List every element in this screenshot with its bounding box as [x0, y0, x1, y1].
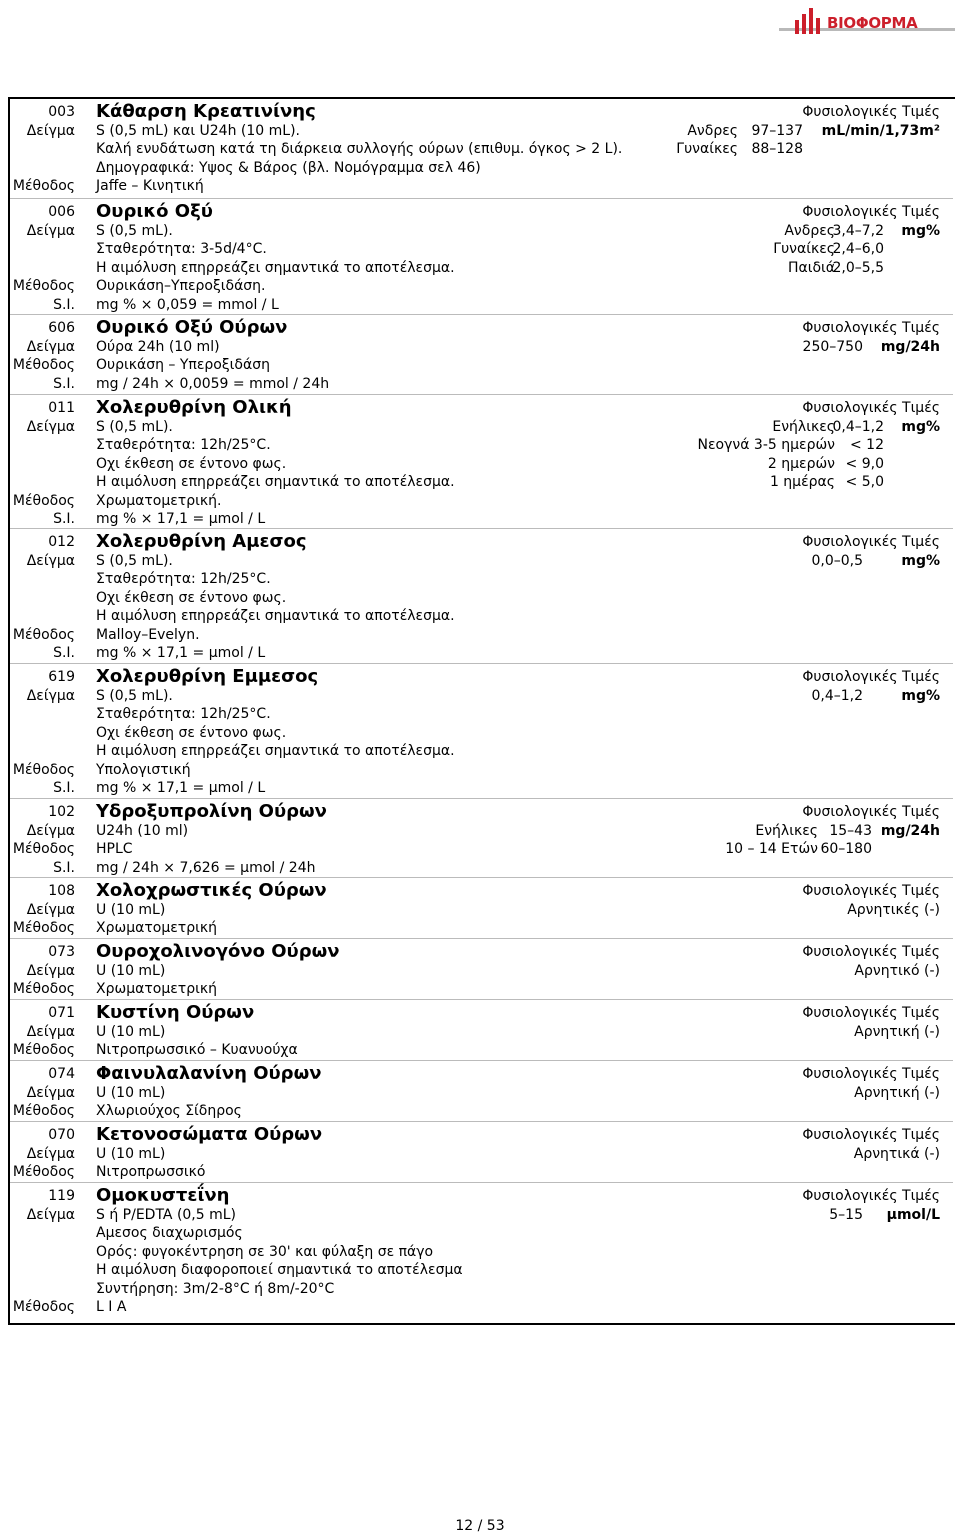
- row-label: Δείγμα: [26, 902, 75, 918]
- test-code: 006: [48, 204, 75, 220]
- row-text: Υπολογιστική: [96, 761, 191, 778]
- value-range: 250–750: [802, 339, 863, 355]
- row-label: Μέθοδος: [12, 981, 75, 998]
- row-text: Νιτροπρωσσικό: [96, 1164, 206, 1181]
- physiological-values-heading: Φυσιολογικές Τιμές: [802, 883, 940, 899]
- physiological-values-heading: Φυσιολογικές Τιμές: [802, 320, 940, 336]
- value-range: Αρνητικές (-): [847, 902, 940, 918]
- row-text: Η αιμόλυση επηρρεάζει σημαντικά το αποτέλεσμα.: [96, 259, 455, 276]
- row-label: Μέθοδος: [12, 1299, 75, 1315]
- row-text: Σταθερότητα: 12h/25°C.: [96, 437, 271, 454]
- row-label: Δείγμα: [26, 419, 75, 435]
- row-text: Η αιμόλυση επηρρεάζει σημαντικά το αποτέλεσμα.: [96, 608, 455, 625]
- value-range: Αρνητική (-): [854, 1085, 940, 1101]
- row-text: Αμεσος διαχωρισμός: [96, 1225, 243, 1242]
- value-unit: mg%: [901, 688, 940, 704]
- row-label: Μέθοδος: [12, 920, 75, 937]
- test-code: 074: [48, 1066, 75, 1082]
- row-text: Ουρικάση – Υπεροξιδάση: [96, 357, 270, 374]
- test-title: Χολοχρωστικές Ούρων: [96, 880, 327, 901]
- value-range: 2,4–6,0: [832, 241, 884, 258]
- row-text: mg % × 17,1 = µmol / L: [96, 780, 266, 796]
- row-label: Μέθοδος: [12, 357, 75, 374]
- test-title: Κετονοσώματα Ούρων: [96, 1124, 323, 1145]
- test-title: Χολερυθρίνη Αμεσος: [96, 531, 307, 552]
- row-label: Δείγμα: [26, 123, 75, 139]
- row-text: Χρωματομετρική: [96, 981, 217, 998]
- value-group: Γυναίκες: [773, 241, 835, 258]
- value-group: Παιδιά: [787, 259, 835, 276]
- test-code: 070: [48, 1127, 75, 1143]
- value-unit: mg%: [901, 553, 940, 569]
- row-text: mg % × 17,1 = µmol / L: [96, 645, 266, 661]
- value-unit: µmol/L: [886, 1207, 940, 1223]
- row-label: S.I.: [53, 645, 75, 661]
- test-title: Φαινυλαλανίνη Ούρων: [96, 1063, 322, 1084]
- section-divider: [10, 394, 953, 395]
- row-text: Οχι έκθεση σε έντονο φως.: [96, 724, 287, 741]
- row-label: Δείγμα: [26, 1024, 75, 1040]
- section-divider: [10, 198, 953, 199]
- test-title: Ουρικό Οξύ Ούρων: [96, 317, 288, 338]
- value-group: 1 ημέρας: [769, 474, 835, 491]
- section-divider: [10, 938, 953, 939]
- value-group: Γυναίκες: [676, 141, 738, 158]
- physiological-values-heading: Φυσιολογικές Τιμές: [802, 1066, 940, 1082]
- row-label: Μέθοδος: [12, 1164, 75, 1181]
- row-text: U (10 mL): [96, 1085, 166, 1101]
- section-divider: [10, 314, 953, 315]
- row-text: Χρωματομετρική.: [96, 492, 222, 509]
- section-divider: [10, 528, 953, 529]
- test-code: 011: [48, 400, 75, 416]
- row-text: S (0,5 mL).: [96, 553, 173, 569]
- physiological-values-heading: Φυσιολογικές Τιμές: [802, 104, 940, 120]
- value-group: Ενήλικες: [755, 823, 818, 839]
- row-text: Σταθερότητα: 12h/25°C.: [96, 571, 271, 588]
- test-code: 119: [48, 1188, 75, 1204]
- value-range: < 5,0: [845, 474, 884, 491]
- row-text: U (10 mL): [96, 963, 166, 979]
- value-range: < 12: [850, 437, 884, 454]
- value-unit: mg%: [901, 223, 940, 239]
- row-label: Μέθοδος: [12, 626, 75, 643]
- row-text: Καλή ενυδάτωση κατά τη διάρκεια συλλογής ούρων (επιθυμ. όγκος > 2 L).: [96, 141, 623, 158]
- section-divider: [10, 1182, 953, 1183]
- test-title: Ουρικό Οξύ: [96, 201, 213, 222]
- row-text: S ή P/EDTA (0,5 mL): [96, 1207, 237, 1223]
- value-group: 10 – 14 Ετών: [725, 841, 818, 858]
- physiological-values-heading: Φυσιολογικές Τιμές: [802, 204, 940, 220]
- value-range: 60–180: [820, 841, 872, 858]
- row-text: S (0,5 mL) και U24h (10 mL).: [96, 123, 300, 139]
- row-text: Malloy–Evelyn.: [96, 626, 200, 643]
- row-text: mg / 24h × 7,626 = µmol / 24h: [96, 859, 316, 876]
- row-text: U (10 mL): [96, 1024, 166, 1040]
- value-group: Νεογνά 3-5 ημερών: [697, 437, 835, 454]
- value-group: Ανδρες: [784, 223, 835, 239]
- value-range: 5–15: [829, 1207, 863, 1223]
- row-text: Σταθερότητα: 12h/25°C.: [96, 706, 271, 723]
- row-label: Δείγμα: [26, 1146, 75, 1162]
- row-label: Μέθοδος: [12, 278, 75, 295]
- physiological-values-heading: Φυσιολογικές Τιμές: [802, 1188, 940, 1204]
- row-label: Μέθοδος: [12, 178, 75, 195]
- row-text: U24h (10 ml): [96, 823, 189, 839]
- section-divider: [10, 877, 953, 878]
- test-title: Κυστίνη Ούρων: [96, 1002, 255, 1023]
- row-text: S (0,5 mL).: [96, 223, 173, 239]
- value-range: 0,0–0,5: [811, 553, 863, 569]
- value-unit: mg/24h: [880, 339, 940, 355]
- value-range: Αρνητικά (-): [853, 1146, 940, 1162]
- row-text: mg % × 0,059 = mmol / L: [96, 296, 279, 313]
- test-code: 108: [48, 883, 75, 899]
- physiological-values-heading: Φυσιολογικές Τιμές: [802, 534, 940, 550]
- value-range: 2,0–5,5: [832, 259, 884, 276]
- brand-name: ΒΙΟΦΟΡΜΑ: [827, 14, 918, 32]
- row-label: S.I.: [53, 859, 75, 876]
- section-divider: [10, 999, 953, 1000]
- row-text: S (0,5 mL).: [96, 419, 173, 435]
- value-range: Αρνητική (-): [854, 1024, 940, 1040]
- row-label: S.I.: [53, 375, 75, 392]
- row-text: Οχι έκθεση σε έντονο φως.: [96, 589, 287, 606]
- row-text: Η αιμόλυση διαφοροποιεί σημαντικά το αποτέλεσμα: [96, 1262, 463, 1279]
- row-label: Μέθοδος: [12, 1042, 75, 1059]
- value-group: Ανδρες: [687, 123, 738, 139]
- row-text: mg / 24h × 0,0059 = mmol / 24h: [96, 375, 330, 392]
- value-range: 97–137: [751, 123, 803, 139]
- row-text: Χρωματομετρική: [96, 920, 217, 937]
- row-text: HPLC: [96, 841, 133, 858]
- physiological-values-heading: Φυσιολογικές Τιμές: [802, 669, 940, 685]
- row-label: Μέθοδος: [12, 492, 75, 509]
- row-text: mg % × 17,1 = µmol / L: [96, 511, 266, 527]
- row-text: Οχι έκθεση σε έντονο φως.: [96, 455, 287, 472]
- row-label: Δείγμα: [26, 339, 75, 355]
- physiological-values-heading: Φυσιολογικές Τιμές: [802, 804, 940, 820]
- test-code: 012: [48, 534, 75, 550]
- row-text: Σταθερότητα: 3-5d/4°C.: [96, 241, 267, 258]
- row-text: Δημογραφικά: Υψος & Βάρος (βλ. Νομόγραμμα σελ 46): [96, 159, 481, 176]
- row-text: Η αιμόλυση επηρρεάζει σημαντικά το αποτέλεσμα.: [96, 474, 455, 491]
- row-text: Ούρα 24h (10 ml): [96, 339, 220, 355]
- row-label: Δείγμα: [26, 963, 75, 979]
- test-code: 606: [48, 320, 75, 336]
- row-label: Δείγμα: [26, 823, 75, 839]
- value-range: Αρνητικό (-): [854, 963, 940, 979]
- row-text: Νιτροπρωσσικό – Κυανυούχα: [96, 1042, 298, 1059]
- section-divider: [10, 1121, 953, 1122]
- physiological-values-heading: Φυσιολογικές Τιμές: [802, 1127, 940, 1143]
- physiological-values-heading: Φυσιολογικές Τιμές: [802, 1005, 940, 1021]
- value-unit: mg%: [901, 419, 940, 435]
- test-title: Ομοκυστεΐνη: [96, 1185, 230, 1206]
- row-text: U (10 mL): [96, 902, 166, 918]
- row-text: Η αιμόλυση επηρρεάζει σημαντικά το αποτέλεσμα.: [96, 743, 455, 760]
- row-label: Δείγμα: [26, 1085, 75, 1101]
- test-title: Χολερυθρίνη Ολική: [96, 397, 292, 418]
- row-text: U (10 mL): [96, 1146, 166, 1162]
- row-text: L I A: [96, 1299, 127, 1315]
- value-range: 88–128: [751, 141, 803, 158]
- section-divider: [10, 1060, 953, 1061]
- value-range: 3,4–7,2: [832, 223, 884, 239]
- row-label: S.I.: [53, 511, 75, 527]
- row-label: S.I.: [53, 780, 75, 796]
- row-label: Δείγμα: [26, 553, 75, 569]
- test-code: 003: [48, 104, 75, 120]
- value-unit: mg/24h: [880, 823, 940, 839]
- row-label: Μέθοδος: [12, 761, 75, 778]
- value-range: 15–43: [829, 823, 872, 839]
- value-group: 2 ημερών: [767, 455, 835, 472]
- value-range: 0,4–1,2: [811, 688, 863, 704]
- section-divider: [10, 798, 953, 799]
- test-title: Χολερυθρίνη Εμμεσος: [96, 666, 319, 687]
- physiological-values-heading: Φυσιολογικές Τιμές: [802, 400, 940, 416]
- physiological-values-heading: Φυσιολογικές Τιμές: [802, 944, 940, 960]
- row-label: S.I.: [53, 296, 75, 313]
- test-title: Υδροξυπρολίνη Ούρων: [96, 801, 327, 822]
- test-code: 102: [48, 804, 75, 820]
- row-label: Δείγμα: [26, 688, 75, 704]
- test-code: 073: [48, 944, 75, 960]
- value-group: Ενήλικες: [772, 419, 835, 435]
- row-label: Μέθοδος: [12, 1103, 75, 1120]
- value-range: < 9,0: [845, 455, 884, 472]
- test-title: Ουροχολινογόνο Ούρων: [96, 941, 340, 962]
- section-divider: [10, 663, 953, 664]
- row-label: Δείγμα: [26, 223, 75, 239]
- row-text: Χλωριούχος Σίδηρος: [96, 1103, 242, 1120]
- row-text: Συντήρηση: 3m/2-8°C ή 8m/-20°C: [96, 1280, 335, 1297]
- test-code: 619: [48, 669, 75, 685]
- value-unit: mL/min/1,73m²: [821, 123, 940, 139]
- bioforma-logo: [779, 6, 955, 46]
- test-title: Κάθαρση Κρεατινίνης: [96, 101, 316, 122]
- value-range: 0,4–1,2: [832, 419, 884, 435]
- row-text: S (0,5 mL).: [96, 688, 173, 704]
- test-code: 071: [48, 1005, 75, 1021]
- row-label: Μέθοδος: [12, 841, 75, 858]
- row-label: Δείγμα: [26, 1207, 75, 1223]
- row-text: Ουρικάση–Υπεροξιδάση.: [96, 278, 266, 295]
- row-text: Jaffe – Κινητική: [96, 178, 204, 195]
- page-number: 12 / 53: [455, 1518, 505, 1534]
- row-text: Ορός: φυγοκέντρηση σε 30' και φύλαξη σε πάγο: [96, 1243, 434, 1260]
